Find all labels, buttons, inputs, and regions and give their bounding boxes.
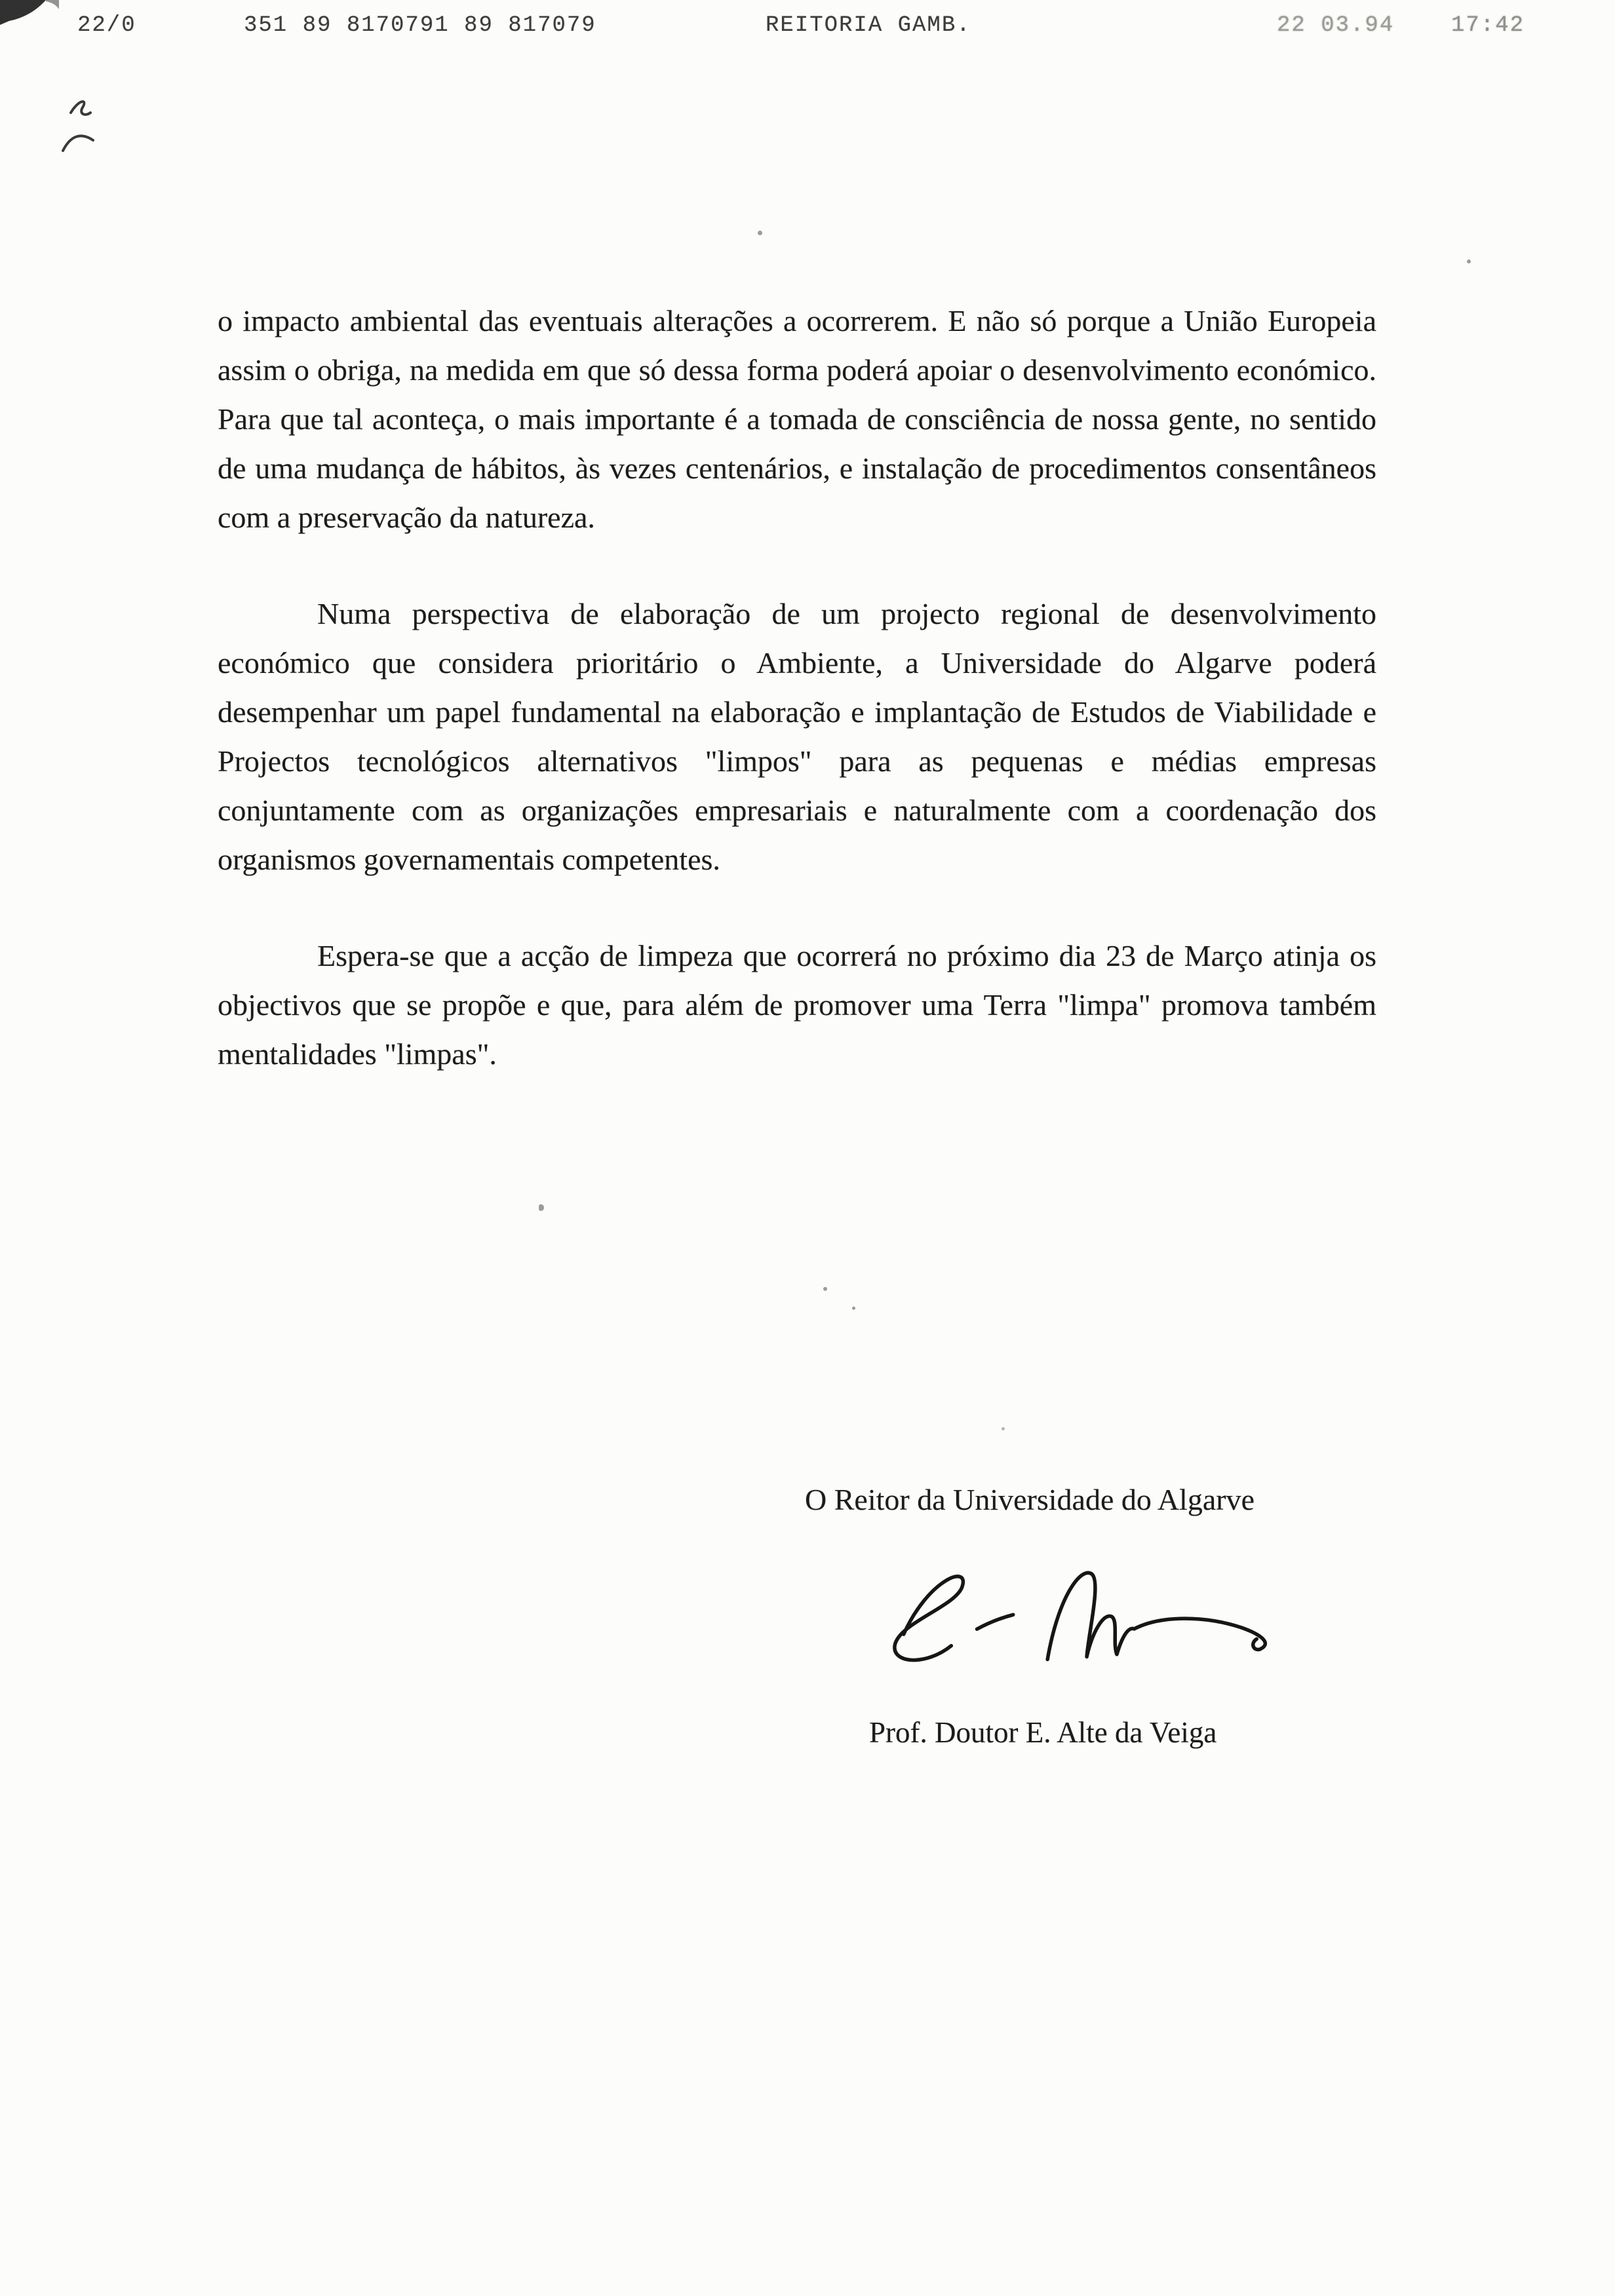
fax-numbers: 351 89 8170791 89 817079 (244, 13, 596, 38)
scan-speck (539, 1204, 544, 1211)
scan-speck (758, 231, 762, 235)
scan-speck (823, 1287, 827, 1291)
scan-speck (1002, 1427, 1005, 1430)
signature-title: O Reitor da Universidade do Algarve (805, 1483, 1255, 1516)
signature-handwriting (849, 1535, 1300, 1702)
letter-body (218, 296, 1376, 1079)
fax-time: 17:42 (1451, 13, 1525, 38)
fax-sender-name: REITORIA GAMB. (766, 13, 971, 38)
signatory-name: Prof. Doutor E. Alte da Veiga (869, 1716, 1217, 1749)
scan-speck (852, 1307, 855, 1310)
fax-date: 22 03.94 (1277, 13, 1395, 38)
fax-header (0, 13, 1615, 55)
letter-paragraph-1: o impacto ambiental das eventuais alterações a ocorrerem. E não só porque a União Europeia assim o obriga, na medida em que só dessa forma poderá apoiar o desenvolvimento económico. Para que tal aconteça, o mais importante é a tomada de consciência de nossa gente, no sentido de uma mudança de hábitos, às vezes centenários, e instalação de procedimentos consentâneos com a preservação da natureza. (218, 304, 1376, 534)
fax-page-counter: 22/0 (77, 13, 136, 38)
pen-mark (58, 92, 117, 164)
letter-paragraph-3: Espera-se que a acção de limpeza que ocorrerá no próximo dia 23 de Março atinja os objectivos que se propõe e que, para além de promover uma Terra "limpa" promova também mentalidades "limpas". (218, 939, 1376, 1071)
letter-paragraph-2: Numa perspectiva de elaboração de um projecto regional de desenvolvimento económico que considera prioritário o Ambiente, a Universidade do Algarve poderá desempenhar um papel fundamental na elaboração e implantação de Estudos de Viabilidade e Projectos tecnológicos alternativos "limpos" para as pequenas e médias empresas conjuntamente com as organizações empresariais e naturalmente com a coordenação dos organismos governamentais competentes. (218, 597, 1376, 876)
scan-speck (1467, 259, 1471, 263)
